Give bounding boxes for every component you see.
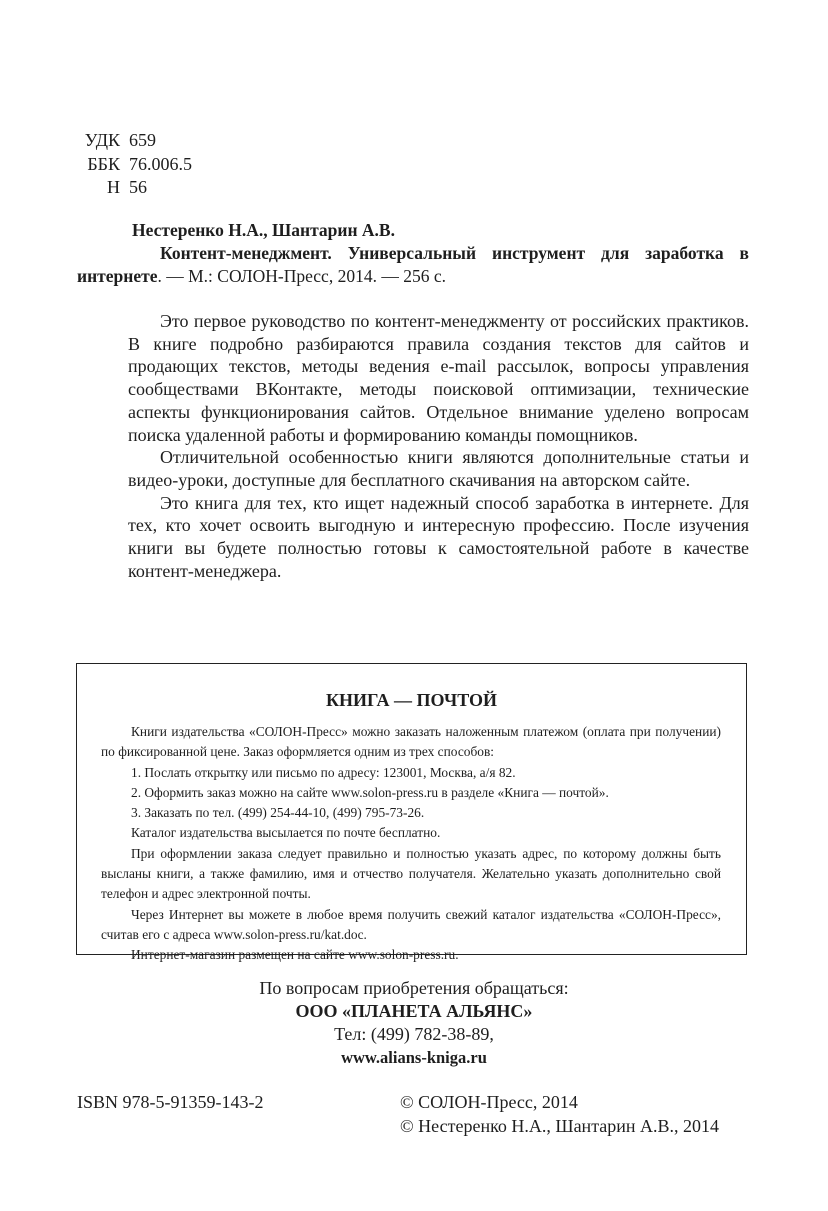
code-value: 76.006.5 bbox=[129, 153, 192, 174]
udc-row bbox=[77, 129, 192, 153]
code-key: ББК bbox=[87, 153, 120, 174]
copyright-notices bbox=[400, 1090, 719, 1138]
mail-order-paragraph: Через Интернет вы можете в любое время получить свежий каталог издательства «СОЛОН-Пресс», считав его с адреса www.solon-press.ru/kat.doc. bbox=[101, 906, 721, 942]
contact-website: www.alians-kniga.ru bbox=[341, 1048, 487, 1067]
book-authors: Нестеренко Н.А., Шантарин А.В. bbox=[132, 220, 395, 240]
classification-codes bbox=[77, 129, 192, 200]
isbn: ISBN 978-5-91359-143-2 bbox=[77, 1092, 264, 1112]
code-value: 56 bbox=[129, 177, 147, 197]
bbk-row bbox=[77, 153, 192, 177]
abstract-paragraph: Это первое руководство по контент-менеджменту от российских практиков. В книге подробно разбираются правила создания текстов для сайтов и продающих текстов, методы ведения e-mail рассылок, вопросы управления сообществами ВКонтакте, методы поисковой оптимизации, технические аспекты функционирования сайтов. Отдельное внимание уделено вопросам поиска удаленной работы и формированию команды помощников. bbox=[128, 311, 749, 445]
mail-order-paragraph: 1. Послать открытку или письмо по адресу: 123001, Москва, а/я 82. bbox=[131, 764, 516, 780]
mail-order-paragraph: Книги издательства «СОЛОН-Пресс» можно заказать наложенным платежом (оплата при получении) по фиксированной цене. Заказ оформляется одним из трех способов: bbox=[101, 724, 721, 760]
mail-order-content bbox=[101, 722, 721, 966]
book-description bbox=[77, 242, 749, 288]
purchase-contact bbox=[0, 977, 828, 1069]
copyright-authors: © Нестеренко Н.А., Шантарин А.В., 2014 bbox=[400, 1116, 720, 1136]
mail-order-paragraph: 2. Оформить заказ можно на сайте www.solon-press.ru в разделе «Книга — почтой». bbox=[131, 784, 609, 800]
contact-intro: По вопросам приобретения обращаться: bbox=[259, 978, 569, 998]
code-value: 659 bbox=[129, 130, 156, 150]
contact-company: ООО «ПЛАНЕТА АЛЬЯНС» bbox=[295, 1001, 533, 1021]
abstract-paragraph: Отличительной особенностью книги являются дополнительные статьи и видео-уроки, доступные для бесплатного скачивания на авторском сайте. bbox=[128, 447, 749, 490]
author-mark-row bbox=[77, 176, 192, 200]
book-abstract bbox=[128, 310, 749, 582]
contact-phone: Тел: (499) 782-38-89, bbox=[334, 1024, 494, 1044]
mail-order-paragraph: При оформлении заказа следует правильно и полностью указать адрес, по которому должны быть высланы книги, а также фамилию, имя и отчество получателя. Желательно указать дополнительно свой телефон и адрес электронной почты. bbox=[101, 845, 721, 902]
copyright-publisher: © СОЛОН-Пресс, 2014 bbox=[400, 1092, 578, 1112]
book-title: Контент-менеджмент. Универсальный инструмент для заработка в интернете bbox=[77, 243, 749, 286]
abstract-paragraph: Это книга для тех, кто ищет надежный способ заработка в интернете. Для тех, кто хочет освоить выгодную и интересную профессию. После изучения книги вы будете полностью готовы к самостоятельной работе в качестве контент-менеджера. bbox=[128, 492, 749, 581]
mail-order-box bbox=[76, 663, 747, 963]
code-key: Н bbox=[107, 177, 120, 197]
book-imprint: . — М.: СОЛОН-Пресс, 2014. — 256 с. bbox=[157, 266, 446, 286]
mail-order-paragraph: 3. Заказать по тел. (499) 254-44-10, (499) 795-73-26. bbox=[131, 805, 425, 821]
mail-order-paragraph: Интернет-магазин размещен на сайте www.solon-press.ru. bbox=[131, 947, 459, 963]
bibliographic-record bbox=[77, 219, 749, 288]
mail-order-paragraph: Каталог издательства высылается по почте бесплатно. bbox=[131, 825, 441, 841]
mail-order-title: КНИГА — ПОЧТОЙ bbox=[325, 690, 498, 710]
code-key: УДК bbox=[84, 130, 120, 150]
